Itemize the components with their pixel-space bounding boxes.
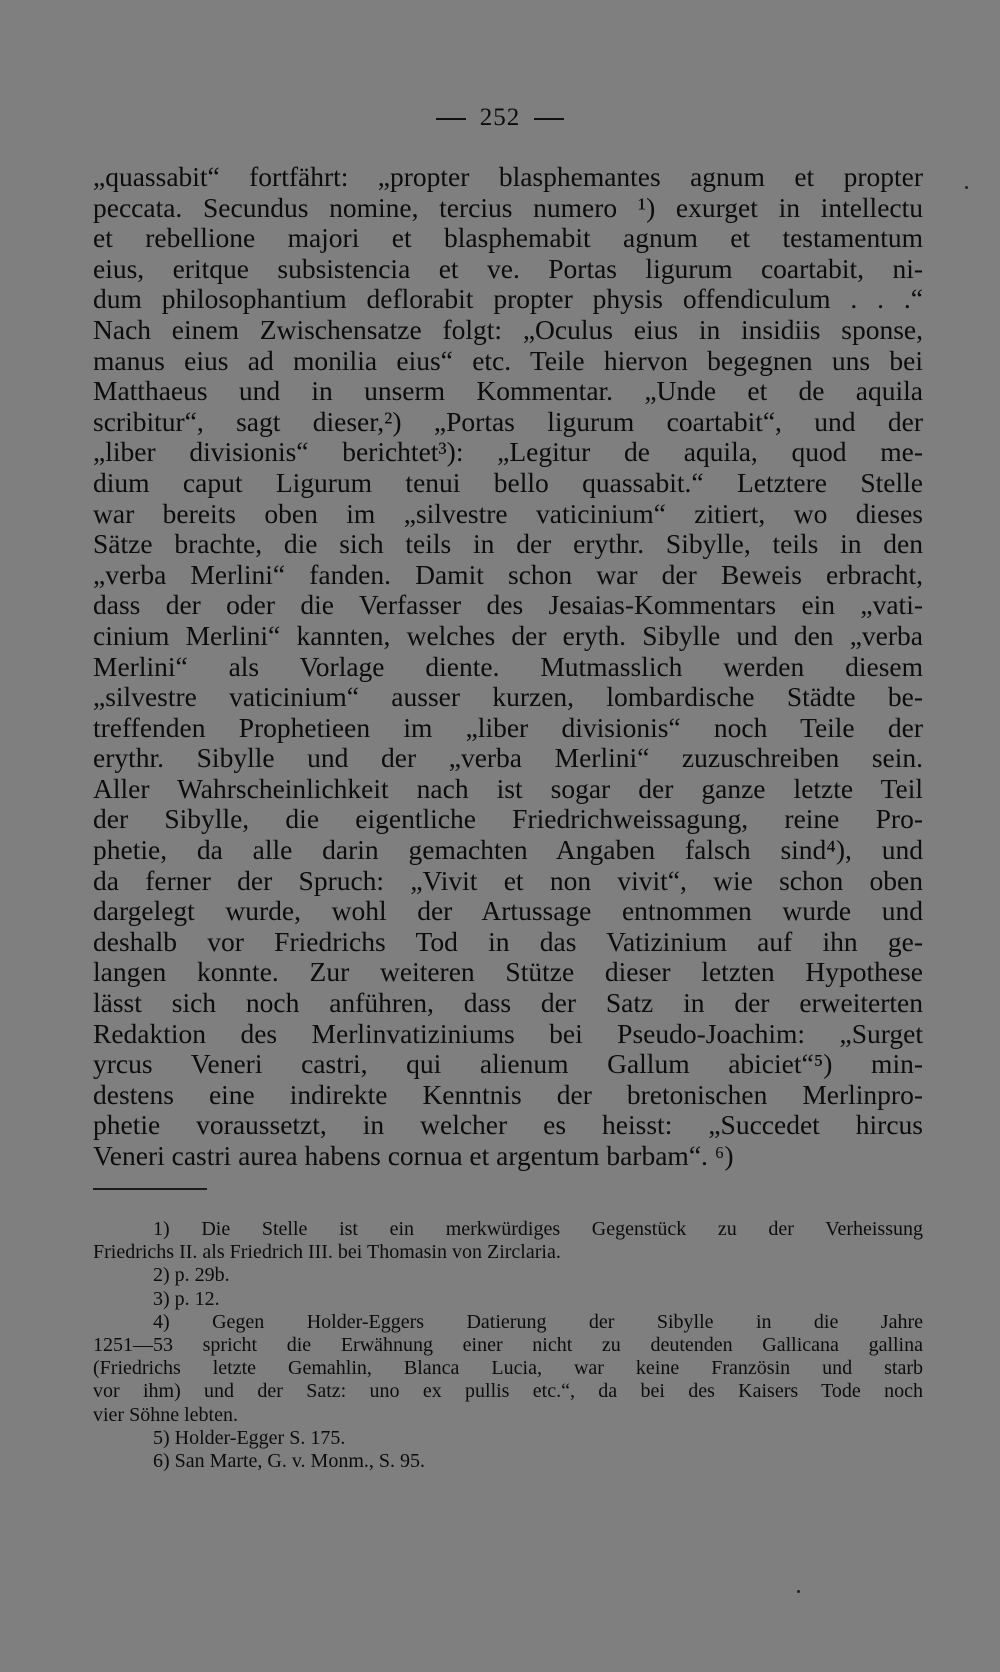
body-line: Redaktion des Merlinvatiziniums bei Pseudo-Joachim: „Surget bbox=[93, 1017, 923, 1049]
body-line: war bereits oben im „silvestre vaticinium“ zitiert, wo dieses bbox=[93, 497, 923, 529]
body-line: Nach einem Zwischensatze folgt: „Oculus eius in insidiis sponse, bbox=[93, 313, 923, 345]
footnote-line: vor ihm) und der Satz: uno ex pullis etc.“, da bei des Kaisers Tode noch bbox=[93, 1380, 923, 1403]
footnote-line: 4) Gegen Holder-Eggers Datierung der Sibylle in die Jahre bbox=[153, 1310, 923, 1333]
body-line: der Sibylle, die eigentliche Friedrichweissagung, reine Pro- bbox=[93, 803, 923, 835]
body-line: langen konnte. Zur weiteren Stütze dieser letzten Hypothese bbox=[93, 956, 923, 988]
footnotes bbox=[93, 1218, 923, 1473]
body-line: peccata. Secundus nomine, tercius numero ¹) exurget in intellectu bbox=[93, 191, 923, 223]
body-line: „quassabit“ fortfährt: „propter blasphemantes agnum et propter bbox=[93, 161, 923, 192]
body-line: „verba Merlini“ fanden. Damit schon war der Beweis erbracht, bbox=[93, 558, 923, 590]
footnote-line: vier Söhne lebten. bbox=[93, 1403, 238, 1426]
page-number: 252 bbox=[479, 104, 521, 131]
body-line: dium caput Ligurum tenui bello quassabit.“ Letztere Stelle bbox=[93, 466, 923, 498]
footnote-separator bbox=[93, 1188, 207, 1190]
body-line: Merlini“ als Vorlage diente. Mutmasslich werden diesem bbox=[93, 650, 923, 682]
body-line: deshalb vor Friedrichs Tod in das Vatizinium auf ihn ge- bbox=[93, 925, 923, 957]
footnote-line: 5) Holder-Egger S. 175. bbox=[153, 1426, 346, 1449]
body-line: dass der oder die Verfasser des Jesaias-Kommentars ein „vati- bbox=[93, 589, 923, 621]
body-line: erythr. Sibylle und der „verba Merlini“ zuzuschreiben sein. bbox=[93, 742, 923, 774]
body-line: cinium Merlini“ kannten, welches der eryth. Sibylle und den „verba bbox=[93, 619, 923, 651]
body-line: phetie voraussetzt, in welcher es heisst: „Succedet hircus bbox=[93, 1109, 923, 1141]
footnote-line: 1) Die Stelle ist ein merkwürdiges Gegenstück zu der Verheissung bbox=[153, 1218, 923, 1240]
body-line: manus eius ad monilia eius“ etc. Teile hiervon begegnen uns bei bbox=[93, 344, 923, 376]
body-line: Matthaeus und in unserm Kommentar. „Unde et de aquila bbox=[93, 375, 923, 407]
scan-speck bbox=[965, 186, 968, 189]
body-line: dum philosophantium deflorabit propter physis offendiculum . . .“ bbox=[93, 283, 923, 315]
body-line: lässt sich noch anführen, dass der Satz in der erweiterten bbox=[93, 987, 923, 1019]
body-line: scribitur“, sagt dieser,²) „Portas ligurum coartabit“, und der bbox=[93, 405, 923, 437]
header-dash-left bbox=[436, 118, 466, 120]
footnote-line: 1251—53 spricht die Erwähnung einer nicht zu deutenden Gallicana gallina bbox=[93, 1333, 923, 1356]
body-line: eius, eritque subsistencia et ve. Portas ligurum coartabit, ni- bbox=[93, 252, 923, 284]
body-line: „liber divisionis“ berichtet³): „Legitur de aquila, quod me- bbox=[93, 436, 923, 468]
footnote-line: 2) p. 29b. bbox=[153, 1264, 230, 1287]
body-line: da ferner der Spruch: „Vivit et non vivit“, wie schon oben bbox=[93, 864, 923, 896]
footnote-line: (Friedrichs letzte Gemahlin, Blanca Lucia, war keine Französin und starb bbox=[93, 1357, 923, 1380]
body-line: phetie, da alle darin gemachten Angaben falsch sind⁴), und bbox=[93, 834, 923, 866]
body-line: „silvestre vaticinium“ ausser kurzen, lombardische Städte be- bbox=[93, 681, 923, 713]
footnote-line: 3) p. 12. bbox=[153, 1287, 220, 1310]
body-line: Veneri castri aurea habens cornua et argentum barbam“. ⁶) bbox=[93, 1140, 734, 1171]
body-line: Sätze brachte, die sich teils in der erythr. Sibylle, teils in den bbox=[93, 528, 923, 560]
footnote-line: 6) San Marte, G. v. Monm., S. 95. bbox=[153, 1449, 426, 1472]
body-line: Aller Wahrscheinlichkeit nach ist sogar der ganze letzte Teil bbox=[93, 772, 923, 804]
page-header bbox=[0, 104, 1000, 132]
footnote-line: Friedrichs II. als Friedrich III. bei Thomasin von Zirclaria. bbox=[93, 1241, 561, 1264]
scan-speck bbox=[797, 1590, 800, 1593]
body-line: destens eine indirekte Kenntnis der bretonischen Merlinpro- bbox=[93, 1078, 923, 1110]
body-line: treffenden Prophetieen im „liber divisionis“ noch Teile der bbox=[93, 711, 923, 743]
body-text bbox=[93, 162, 923, 1172]
header-dash-right bbox=[534, 118, 564, 120]
body-line: et rebellione majori et blasphemabit agnum et testamentum bbox=[93, 222, 923, 254]
body-line: dargelegt wurde, wohl der Artussage entnommen wurde und bbox=[93, 895, 923, 927]
body-line: yrcus Veneri castri, qui alienum Gallum abiciet“⁵) min- bbox=[93, 1048, 923, 1080]
